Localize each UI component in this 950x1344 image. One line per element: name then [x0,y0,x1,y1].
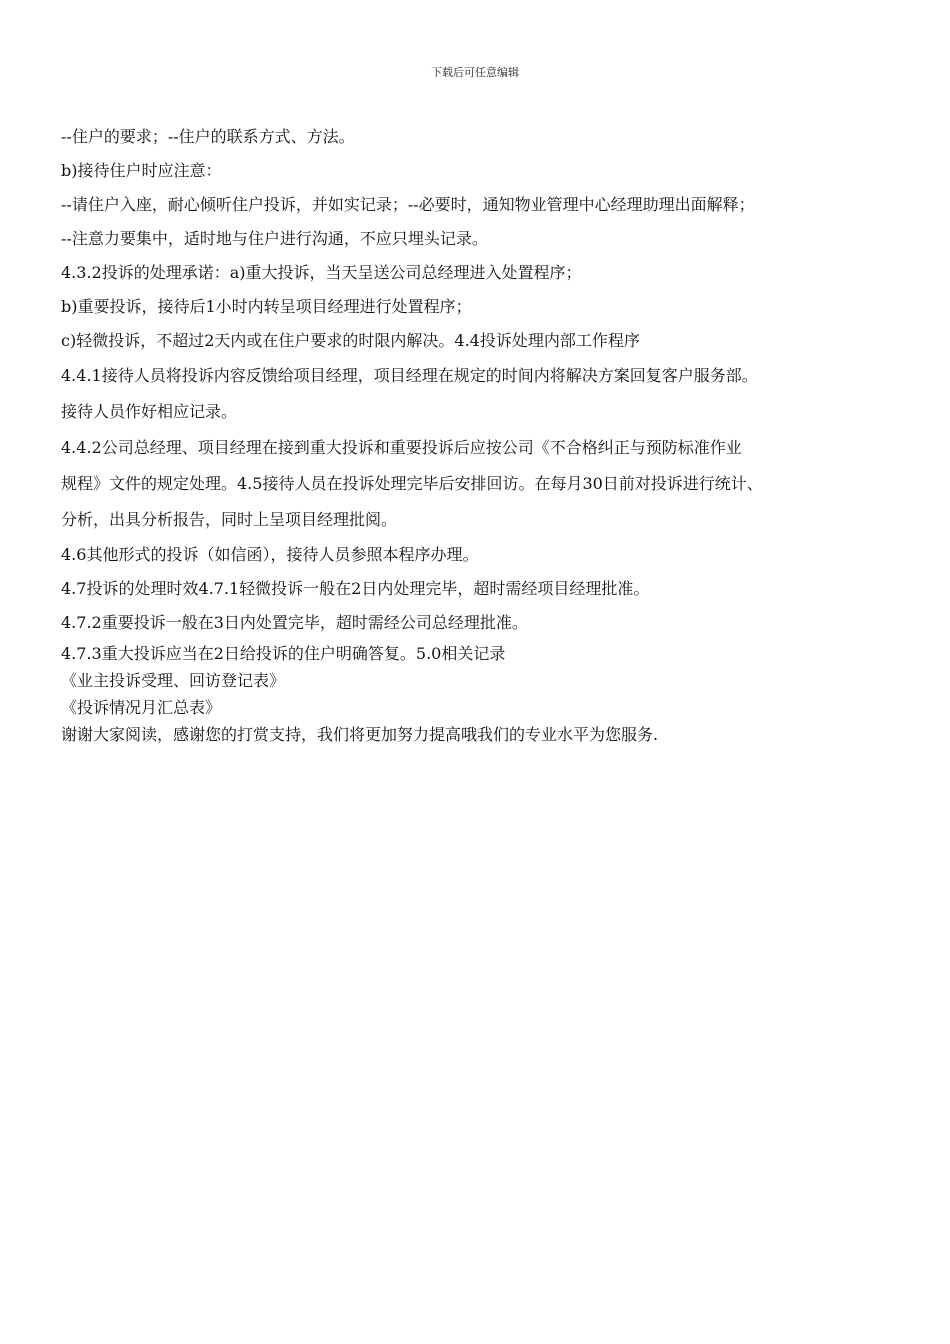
text-line: --注意力要集中，适时地与住户进行沟通，不应只埋头记录。 [61,229,488,248]
form-reference: 《投诉情况月汇总表》 [61,698,222,717]
text-line: --住户的要求；--住户的联系方式、方法。 [61,127,355,146]
text-line: c)轻微投诉，不超过2天内或在住户要求的时限内解决。4.4投诉处理内部工作程序 [61,331,640,350]
text-line: --请住户入座，耐心倾听住户投诉，并如实记录；--必要时，通知物业管理中心经理助理出面解释； [61,195,755,214]
text-line: 4.7.2重要投诉一般在3日内处置完毕，超时需经公司总经理批准。 [61,613,528,632]
document-body [61,120,901,748]
text-line: 4.4.1接待人员将投诉内容反馈给项目经理，项目经理在规定的时间内将解决方案回复客户服务部。 [61,366,758,385]
text-line: 4.7投诉的处理时效4.7.1轻微投诉一般在2日内处理完毕，超时需经项目经理批准。 [61,579,650,598]
text-line: b)重要投诉，接待后1小时内转呈项目经理进行处置程序； [61,297,472,316]
closing-note: 谢谢大家阅读，感谢您的打赏支持，我们将更加努力提高哦我们的专业水平为您服务. [61,725,659,744]
text-line: 4.7.3重大投诉应当在2日给投诉的住户明确答复。5.0相关记录 [61,644,506,663]
page-header: 下载后可任意编辑 [431,66,519,79]
text-line: b)接待住户时应注意： [61,161,222,180]
text-line: 4.4.2公司总经理、项目经理在接到重大投诉和重要投诉后应按公司《不合格纠正与预防标准作业 [61,438,742,457]
form-reference: 《业主投诉受理、回访登记表》 [61,671,286,690]
text-line: 分析，出具分析报告，同时上呈项目经理批阅。 [61,510,398,529]
text-line: 4.6其他形式的投诉（如信函），接待人员参照本程序办理。 [61,545,479,564]
text-line: 4.3.2投诉的处理承诺：a)重大投诉，当天呈送公司总经理进入处置程序； [61,263,582,282]
text-line: 规程》文件的规定处理。4.5接待人员在投诉处理完毕后安排回访。在每月30日前对投诉进行统计、 [61,474,763,493]
text-line: 接待人员作好相应记录。 [61,402,238,421]
